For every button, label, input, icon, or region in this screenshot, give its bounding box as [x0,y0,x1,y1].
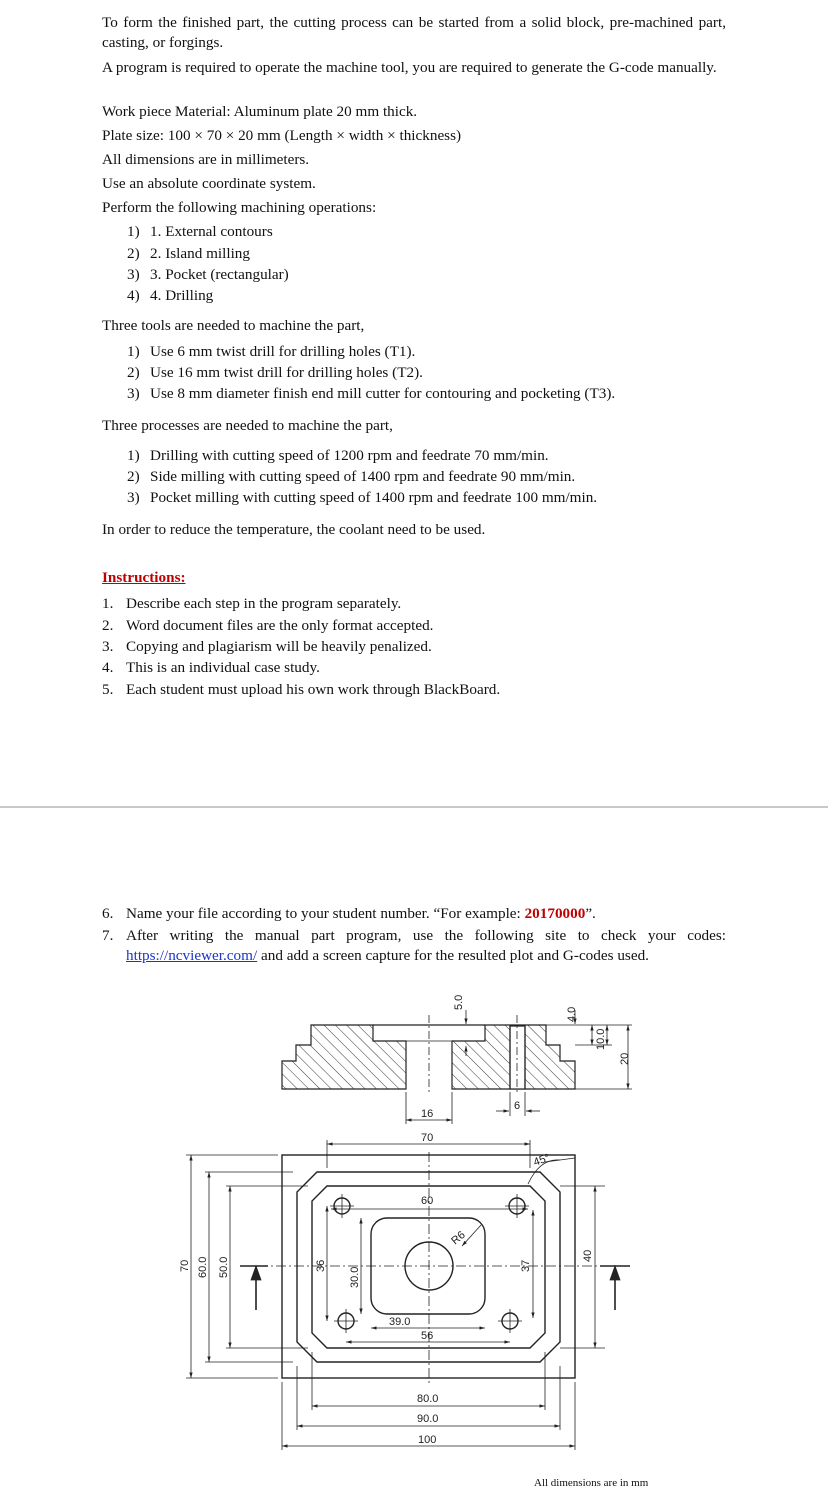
dim-radius: R6 [449,1229,468,1248]
list-item: Each student must upload his own work through BlackBoard. [126,681,501,698]
dimensions-note: All dimensions are in mm [534,1477,649,1489]
list-item: 4. Drilling [150,287,214,304]
dim-90: 90.0 [417,1413,439,1425]
list-number: 4) [127,287,140,304]
ncviewer-link[interactable]: https://ncviewer.com/ [126,947,258,964]
example-number: 20170000 [524,905,586,922]
item6-text: Name your file according to your student number. “For example: [126,905,525,922]
tools-heading: Three tools are needed to machine the part, [102,317,365,334]
list-number: 7. [102,927,114,944]
dim-60-left: 60.0 [197,1256,209,1278]
dim-70-top: 70 [421,1132,434,1144]
section-small-hole [510,1026,525,1089]
units-line: All dimensions are in millimeters. [102,151,310,168]
list-item: 3. Pocket (rectangular) [150,266,289,283]
dim-section-step: 4.0 [566,1006,578,1022]
list-number: 5. [102,681,114,698]
instructions-heading: Instructions: [102,569,186,586]
list-number: 1) [127,343,140,360]
list-item: Drilling with cutting speed of 1200 rpm and feedrate 70 mm/min. [150,447,549,464]
list-item: Copying and plagiarism will be heavily penalized. [126,638,432,655]
dim-39: 39.0 [389,1316,411,1328]
dim-section-bore: 16 [421,1108,434,1120]
list-item: This is an individual case study. [126,659,320,676]
list-item: Use 8 mm diameter finish end mill cutter for contouring and pocketing (T3). [150,385,616,402]
dim-40: 40 [582,1249,594,1262]
dim-100: 100 [418,1434,437,1446]
list-number: 3) [127,385,140,402]
coords-line: Use an absolute coordinate system. [102,175,316,192]
list-number: 3) [127,489,140,506]
list-number: 1. [102,595,114,612]
dim-section-top: 5.0 [453,994,465,1010]
dim-70-left: 70 [179,1259,191,1272]
list-number: 1) [127,223,140,240]
program-paragraph: A program is required to operate the machine tool, you are required to generate the G-code manually. [102,59,717,76]
coolant-line: In order to reduce the temperature, the coolant need to be used. [102,521,486,538]
processes-heading: Three processes are needed to machine the part, [102,417,393,434]
list-number: 6. [102,905,114,922]
list-number: 2) [127,245,140,262]
list-number: 2) [127,364,140,381]
dim-30: 30.0 [349,1266,361,1288]
item7-line1: After writing the manual part program, use the following site to check your codes: [126,927,726,944]
list-item: Describe each step in the program separately. [126,595,402,612]
list-item: Side milling with cutting speed of 1400 rpm and feedrate 90 mm/min. [150,468,576,485]
list-number: 3. [102,638,114,655]
list-number: 2. [102,617,114,634]
dim-50-left: 50.0 [218,1256,230,1278]
intro-paragraph: To form the finished part, the cutting process can be started from a solid block, pre-machined part, casting, or forgings. [102,14,726,51]
dim-section-hole: 6 [514,1100,521,1112]
list-item: 1. External contours [150,223,273,240]
list-number: 1) [127,447,140,464]
list-item: 2. Island milling [150,245,250,262]
section-view [282,1015,575,1095]
dim-section-thickness: 20 [619,1052,631,1065]
dim-60: 60 [421,1195,434,1207]
dim-37: 37 [520,1259,532,1272]
dim-angle: 45° [531,1151,552,1169]
list-item: Use 16 mm twist drill for drilling holes (T2). [150,364,423,381]
dim-36: 36 [315,1259,327,1272]
list-item: Pocket milling with cutting speed of 1400 rpm and feedrate 100 mm/min. [150,489,598,506]
item6-close: ”. [585,905,596,922]
dim-80: 80.0 [417,1393,439,1405]
dim-section-depth: 10.0 [595,1028,607,1050]
list-number: 3) [127,266,140,283]
list-item: Word document files are the only format accepted. [126,617,434,634]
material-line: Work piece Material: Aluminum plate 20 mm thick. [102,103,418,120]
section-left-body [282,1025,406,1089]
dim-56: 56 [421,1330,434,1342]
item7-line2-text: and add a screen capture for the resulted plot and G-codes used. [257,947,649,964]
list-item: Use 6 mm twist drill for drilling holes (T1). [150,343,416,360]
list-number: 4. [102,659,114,676]
operations-heading: Perform the following machining operations: [102,199,377,216]
list-number: 2) [127,468,140,485]
plate-size-line: Plate size: 100 × 70 × 20 mm (Length × width × thickness) [102,127,462,144]
